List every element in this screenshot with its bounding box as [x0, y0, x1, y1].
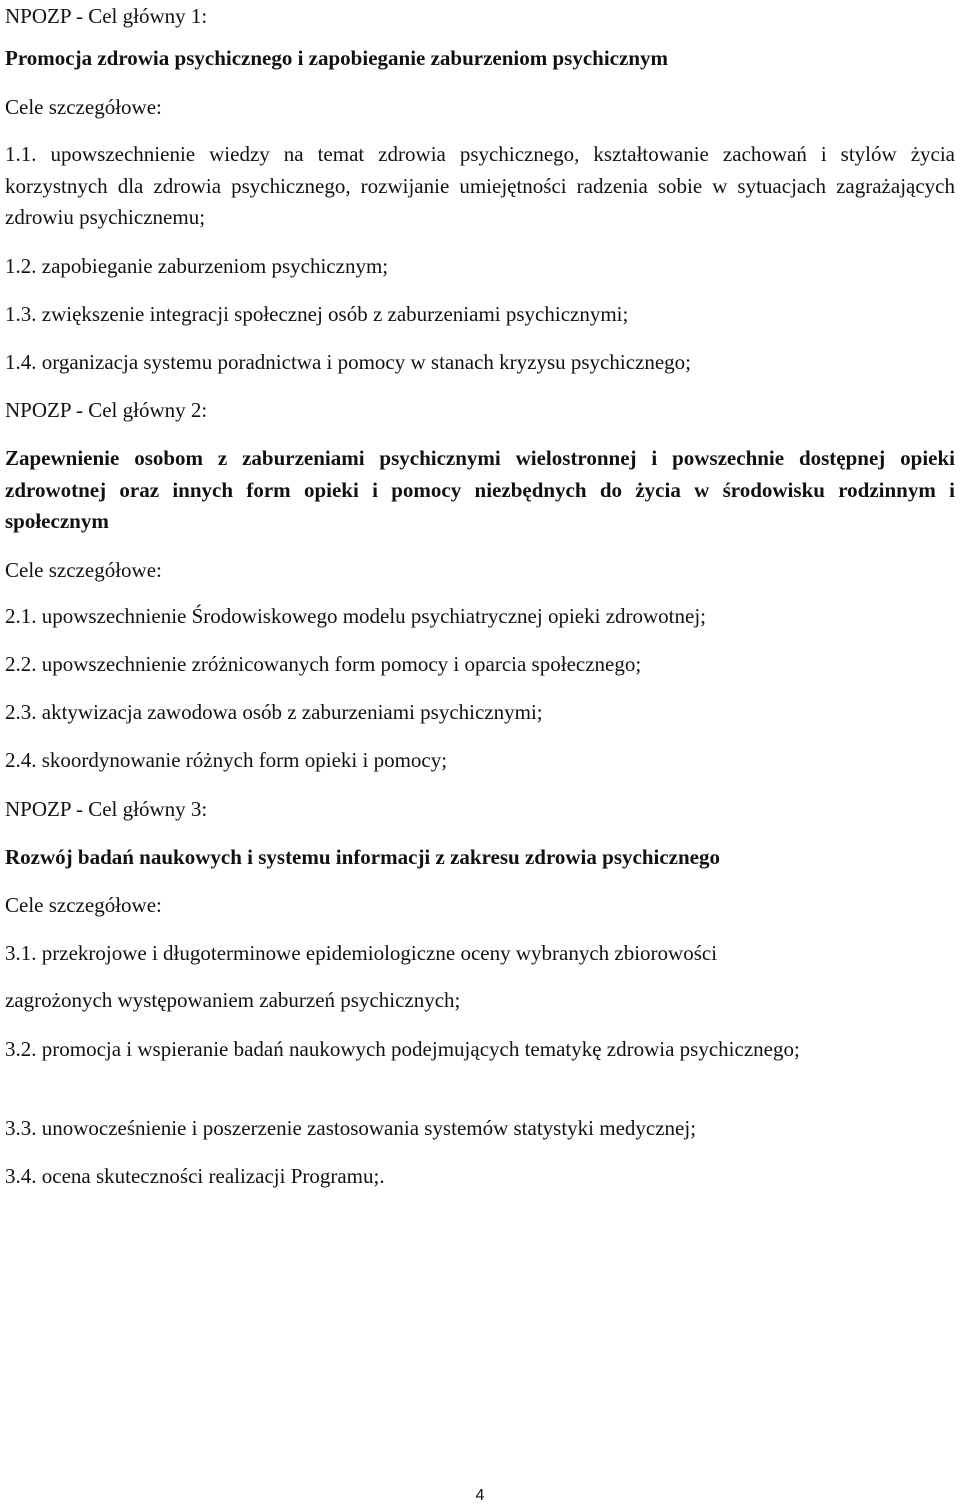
objective-3-1: 3.1. przekrojowe i długoterminowe epidemiologiczne oceny wybranych zbiorowości: [5, 941, 718, 965]
goal-2-objectives-label: Cele szczegółowe:: [5, 558, 162, 582]
objective-2-3: 2.3. aktywizacja zawodowa osób z zaburzeniami psychicznymi;: [5, 700, 543, 724]
objective-3-1-continued: zagrożonych występowaniem zaburzeń psychicznych;: [5, 988, 461, 1012]
objective-3-3: 3.3. unowocześnienie i poszerzenie zastosowania systemów statystyki medycznej;: [5, 1116, 697, 1140]
objective-2-1: 2.1. upowszechnienie Środowiskowego modelu psychiatrycznej opieki zdrowotnej;: [5, 604, 706, 628]
goal-1-heading: NPOZP - Cel główny 1:: [5, 4, 208, 28]
objective-1-4: 1.4. organizacja systemu poradnictwa i pomocy w stanach kryzysu psychicznego;: [5, 350, 691, 374]
goal-1-title: Promocja zdrowia psychicznego i zapobieganie zaburzeniom psychicznym: [5, 46, 668, 70]
objective-1-1: 1.1. upowszechnienie wiedzy na temat zdrowia psychicznego, kształtowanie zachowań i stylów życia korzystnych dla zdrowia psychicznego, rozwijanie umiejętności radzenia sobie w sytuacjach zagrażających zdrowiu psychicznemu;: [5, 142, 955, 229]
goal-3-objectives-label: Cele szczegółowe:: [5, 893, 162, 917]
goal-1-objectives-label: Cele szczegółowe:: [5, 95, 162, 119]
objective-3-2: 3.2. promocja i wspieranie badań naukowych podejmujących tematykę zdrowia psychicznego;: [5, 1037, 800, 1061]
objective-2-4: 2.4. skoordynowanie różnych form opieki i pomocy;: [5, 748, 448, 772]
goal-2-heading: NPOZP - Cel główny 2:: [5, 398, 208, 422]
page-number: 4: [475, 1487, 485, 1504]
objective-1-3: 1.3. zwiększenie integracji społecznej osób z zaburzeniami psychicznymi;: [5, 302, 629, 326]
goal-3-title: Rozwój badań naukowych i systemu informacji z zakresu zdrowia psychicznego: [5, 845, 720, 869]
goal-3-heading: NPOZP - Cel główny 3:: [5, 797, 208, 821]
objective-1-2: 1.2. zapobieganie zaburzeniom psychicznym;: [5, 254, 389, 278]
objective-3-4: 3.4. ocena skuteczności realizacji Programu;.: [5, 1164, 385, 1188]
goal-2-title: Zapewnienie osobom z zaburzeniami psychicznymi wielostronnej i powszechnie dostępnej opieki zdrowotnej oraz innych form opieki i pomocy niezbędnych do życia w środowisku rodzinnym i społecznym: [5, 446, 955, 533]
objective-2-2: 2.2. upowszechnienie zróżnicowanych form pomocy i oparcia społecznego;: [5, 652, 642, 676]
